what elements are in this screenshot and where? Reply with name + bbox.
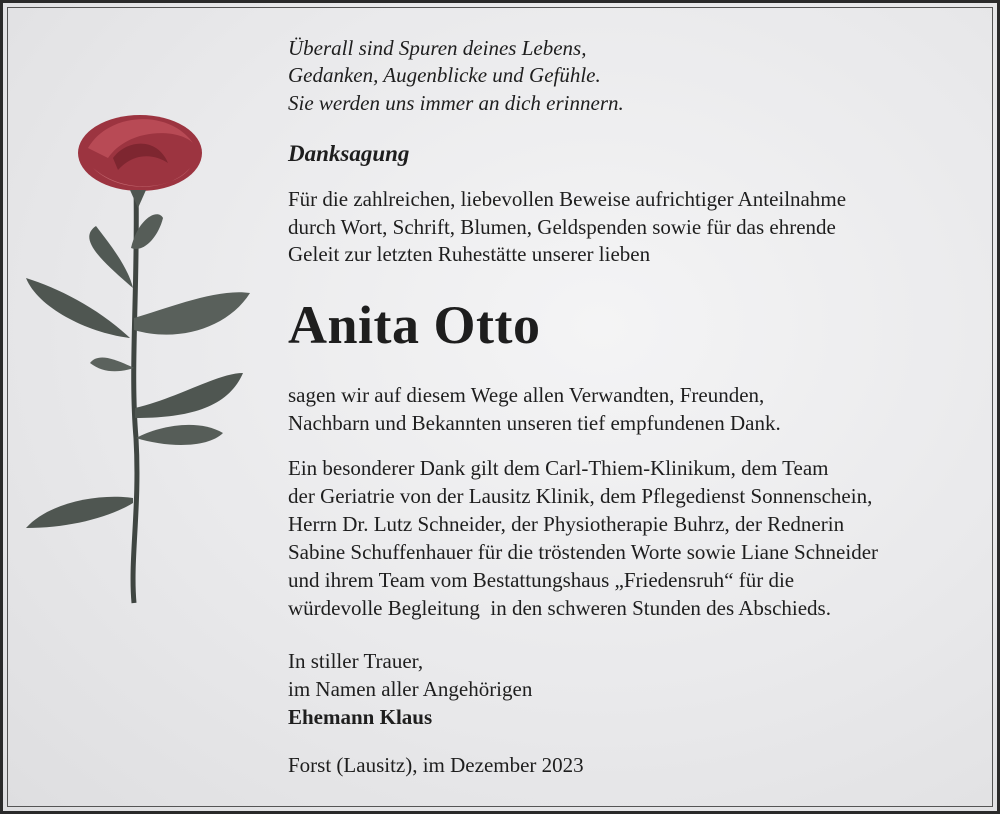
closing-line: im Namen aller Angehörigen — [288, 677, 533, 701]
deceased-name: Anita Otto — [288, 295, 541, 355]
intro-line: durch Wort, Schrift, Blumen, Geldspenden sowie für das ehrende — [288, 215, 836, 239]
closing-line: In stiller Trauer, — [288, 649, 424, 673]
special-line: Herrn Dr. Lutz Schneider, der Physiotherapie Buhrz, der Rednerin — [288, 512, 845, 536]
poem-line: Überall sind Spuren deines Lebens, — [288, 36, 587, 60]
special-line: der Geriatrie von der Lausitz Klinik, dem Pflegedienst Sonnenschein, — [288, 484, 873, 508]
intro-line: Für die zahlreichen, liebevollen Beweise aufrichtiger Anteilnahme — [288, 187, 847, 211]
heading: Danksagung — [288, 141, 410, 166]
special-line: und ihrem Team vom Bestattungshaus „Friedensruh“ für die — [288, 568, 795, 592]
thanks-line: sagen wir auf diesem Wege allen Verwandten, Freunden, — [288, 383, 765, 407]
signatory: Ehemann Klaus — [288, 705, 433, 729]
poem-line: Gedanken, Augenblicke und Gefühle. — [288, 63, 601, 87]
thanks-line: Nachbarn und Bekannten unseren tief empfundenen Dank. — [288, 411, 781, 435]
intro-line: Geleit zur letzten Ruhestätte unserer lieben — [288, 242, 651, 266]
rose-image — [18, 108, 258, 608]
place-date: Forst (Lausitz), im Dezember 2023 — [288, 753, 584, 777]
special-line: Ein besonderer Dank gilt dem Carl-Thiem-Klinikum, dem Team — [288, 456, 829, 480]
special-line: Sabine Schuffenhauer für die tröstenden Worte sowie Liane Schneider — [288, 540, 879, 564]
poem-line: Sie werden uns immer an dich erinnern. — [288, 91, 624, 115]
special-line: würdevolle Begleitung in den schweren Stunden des Abschieds. — [288, 596, 831, 620]
